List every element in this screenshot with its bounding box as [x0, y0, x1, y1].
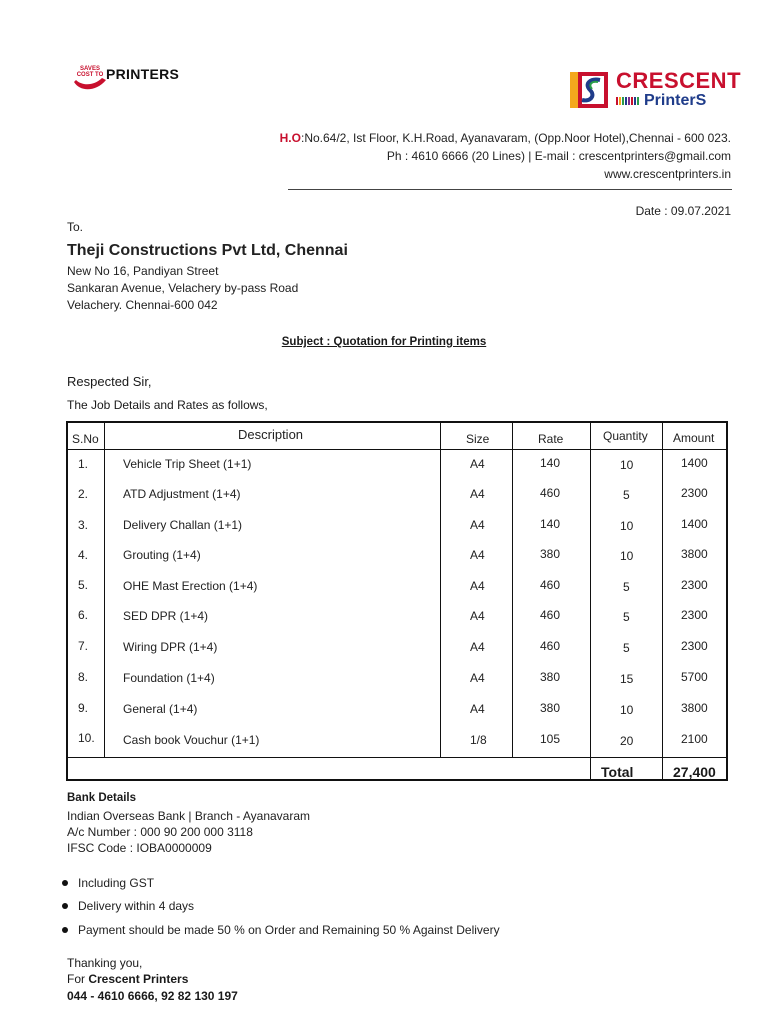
website-line: www.crescentprinters.in [604, 167, 731, 181]
bullet-icon [62, 880, 68, 886]
row-quantity: 5 [623, 641, 630, 655]
header-amount: Amount [673, 431, 715, 445]
subject-line [0, 336, 768, 348]
recipient-address-line: New No 16, Pandiyan Street [67, 264, 219, 278]
address-line [280, 129, 731, 147]
salutation: Respected Sir, [67, 374, 152, 389]
row-rate: 460 [540, 486, 561, 500]
total-divider-line [68, 757, 726, 758]
recipient-company: Theji Constructions Pvt Ltd, Chennai [67, 242, 348, 259]
col-divider [662, 423, 663, 781]
term-text: Delivery within 4 days [78, 899, 195, 913]
row-quantity: 10 [620, 703, 634, 717]
row-size: A4 [470, 548, 485, 562]
row-description: ATD Adjustment (1+4) [123, 487, 241, 501]
total-value: 27,400 [673, 764, 716, 780]
quote-date: Date : 09.07.2021 [635, 204, 731, 218]
row-amount: 2100 [681, 732, 708, 746]
header-divider [288, 189, 732, 190]
header-divider-line [68, 449, 726, 450]
row-sno: 6. [78, 608, 89, 622]
row-size: A4 [470, 671, 485, 685]
row-rate: 460 [540, 639, 561, 653]
row-rate: 140 [540, 456, 561, 470]
subject-text: Subject : Quotation for Printing items [281, 336, 487, 348]
row-rate: 380 [540, 701, 561, 715]
printers-logo [72, 64, 192, 98]
row-description: Delivery Challan (1+1) [123, 518, 243, 532]
recipient-address-line: Velachery. Chennai-600 042 [67, 298, 218, 312]
crescent-mark-icon [570, 70, 610, 110]
brand-crescent: CRESCENT [616, 68, 742, 93]
bank-details-title: Bank Details [67, 792, 137, 804]
row-quantity: 20 [620, 734, 634, 748]
row-description: Cash book Vouchur (1+1) [123, 733, 260, 747]
row-rate: 140 [540, 517, 561, 531]
row-size: A4 [470, 518, 485, 532]
row-quantity: 5 [623, 610, 630, 624]
col-divider [512, 423, 513, 757]
bullet-icon [62, 903, 68, 909]
row-amount: 2300 [681, 578, 708, 592]
address-text: :No.64/2, Ist Floor, K.H.Road, Ayanavaram, (Opp.Noor Hotel),Chennai - 600 023. [300, 131, 731, 145]
term-item [62, 899, 194, 913]
recipient-address-line: Sankaran Avenue, Velachery by-pass Road [67, 281, 299, 295]
row-amount: 2300 [681, 608, 708, 622]
quotation-table [66, 421, 728, 781]
bullet-icon [62, 927, 68, 933]
term-item [62, 876, 154, 890]
for-company: Crescent Printers [88, 972, 189, 986]
row-amount: 2300 [681, 486, 708, 500]
header-quantity: Quantity [603, 429, 648, 443]
row-size: 1/8 [470, 733, 487, 747]
row-sno: 3. [78, 518, 89, 532]
row-description: SED DPR (1+4) [123, 609, 209, 623]
head-office-address [280, 129, 731, 183]
row-sno: 4. [78, 548, 89, 562]
row-rate: 380 [540, 670, 561, 684]
row-description: Wiring DPR (1+4) [123, 640, 218, 654]
bank-detail-line: A/c Number : 000 90 200 000 3118 [67, 825, 253, 839]
term-item [62, 923, 500, 937]
row-sno: 8. [78, 670, 89, 684]
closing-thanks: Thanking you, [67, 956, 143, 970]
row-size: A4 [470, 640, 485, 654]
row-amount: 1400 [681, 517, 708, 531]
row-quantity: 10 [620, 549, 634, 563]
row-quantity: 5 [623, 580, 630, 594]
row-size: A4 [470, 579, 485, 593]
phone-email-line: Ph : 4610 6666 (20 Lines) | E-mail : crescentprinters@gmail.com [386, 149, 731, 163]
closing-phones: 044 - 4610 6666, 92 82 130 197 [67, 989, 238, 1003]
row-rate: 380 [540, 547, 561, 561]
row-size: A4 [470, 457, 485, 471]
logo-badge-text: SAVES COST TO [76, 66, 104, 78]
col-divider [440, 423, 441, 757]
header-sno: S.No [72, 432, 99, 446]
row-size: A4 [470, 609, 485, 623]
row-description: Vehicle Trip Sheet (1+1) [123, 457, 252, 471]
for-prefix: For [67, 972, 89, 986]
closing-for-line [67, 972, 188, 986]
row-description: Foundation (1+4) [123, 671, 215, 685]
row-size: A4 [470, 702, 485, 716]
bank-detail-line: IFSC Code : IOBA0000009 [67, 841, 212, 855]
logo-word: PRINTERS [106, 66, 180, 82]
row-amount: 3800 [681, 547, 708, 561]
header-size: Size [466, 432, 490, 446]
row-quantity: 10 [620, 519, 634, 533]
row-sno: 9. [78, 701, 89, 715]
row-size: A4 [470, 487, 485, 501]
ho-label: H.O [279, 131, 301, 145]
row-rate: 460 [540, 608, 561, 622]
header-description: Description [238, 427, 304, 442]
term-text: Payment should be made 50 % on Order and Remaining 50 % Against Delivery [78, 923, 500, 937]
row-sno: 5. [78, 578, 89, 592]
row-sno: 1. [78, 457, 89, 471]
row-description: OHE Mast Erection (1+4) [123, 579, 258, 593]
col-divider [104, 423, 105, 757]
crescent-printers-logo [570, 70, 740, 110]
bank-detail-line: Indian Overseas Bank | Branch - Ayanavaram [67, 809, 311, 823]
row-sno: 7. [78, 639, 89, 653]
row-quantity: 5 [623, 488, 630, 502]
row-quantity: 15 [620, 672, 634, 686]
intro-text: The Job Details and Rates as follows, [67, 398, 268, 412]
row-rate: 105 [540, 732, 561, 746]
brand-printers: PrinterS [644, 92, 707, 109]
color-dots-icon [616, 96, 642, 106]
row-amount: 2300 [681, 639, 708, 653]
row-quantity: 10 [620, 458, 634, 472]
row-description: Grouting (1+4) [123, 548, 201, 562]
row-amount: 3800 [681, 701, 708, 715]
total-label: Total [601, 764, 634, 780]
row-amount: 5700 [681, 670, 708, 684]
row-sno: 2. [78, 487, 89, 501]
row-rate: 460 [540, 578, 561, 592]
term-text: Including GST [78, 876, 155, 890]
row-amount: 1400 [681, 456, 708, 470]
to-label: To. [67, 220, 84, 234]
row-sno: 10. [78, 731, 95, 745]
col-divider [590, 423, 591, 781]
row-description: General (1+4) [123, 702, 198, 716]
header-rate: Rate [538, 432, 564, 446]
